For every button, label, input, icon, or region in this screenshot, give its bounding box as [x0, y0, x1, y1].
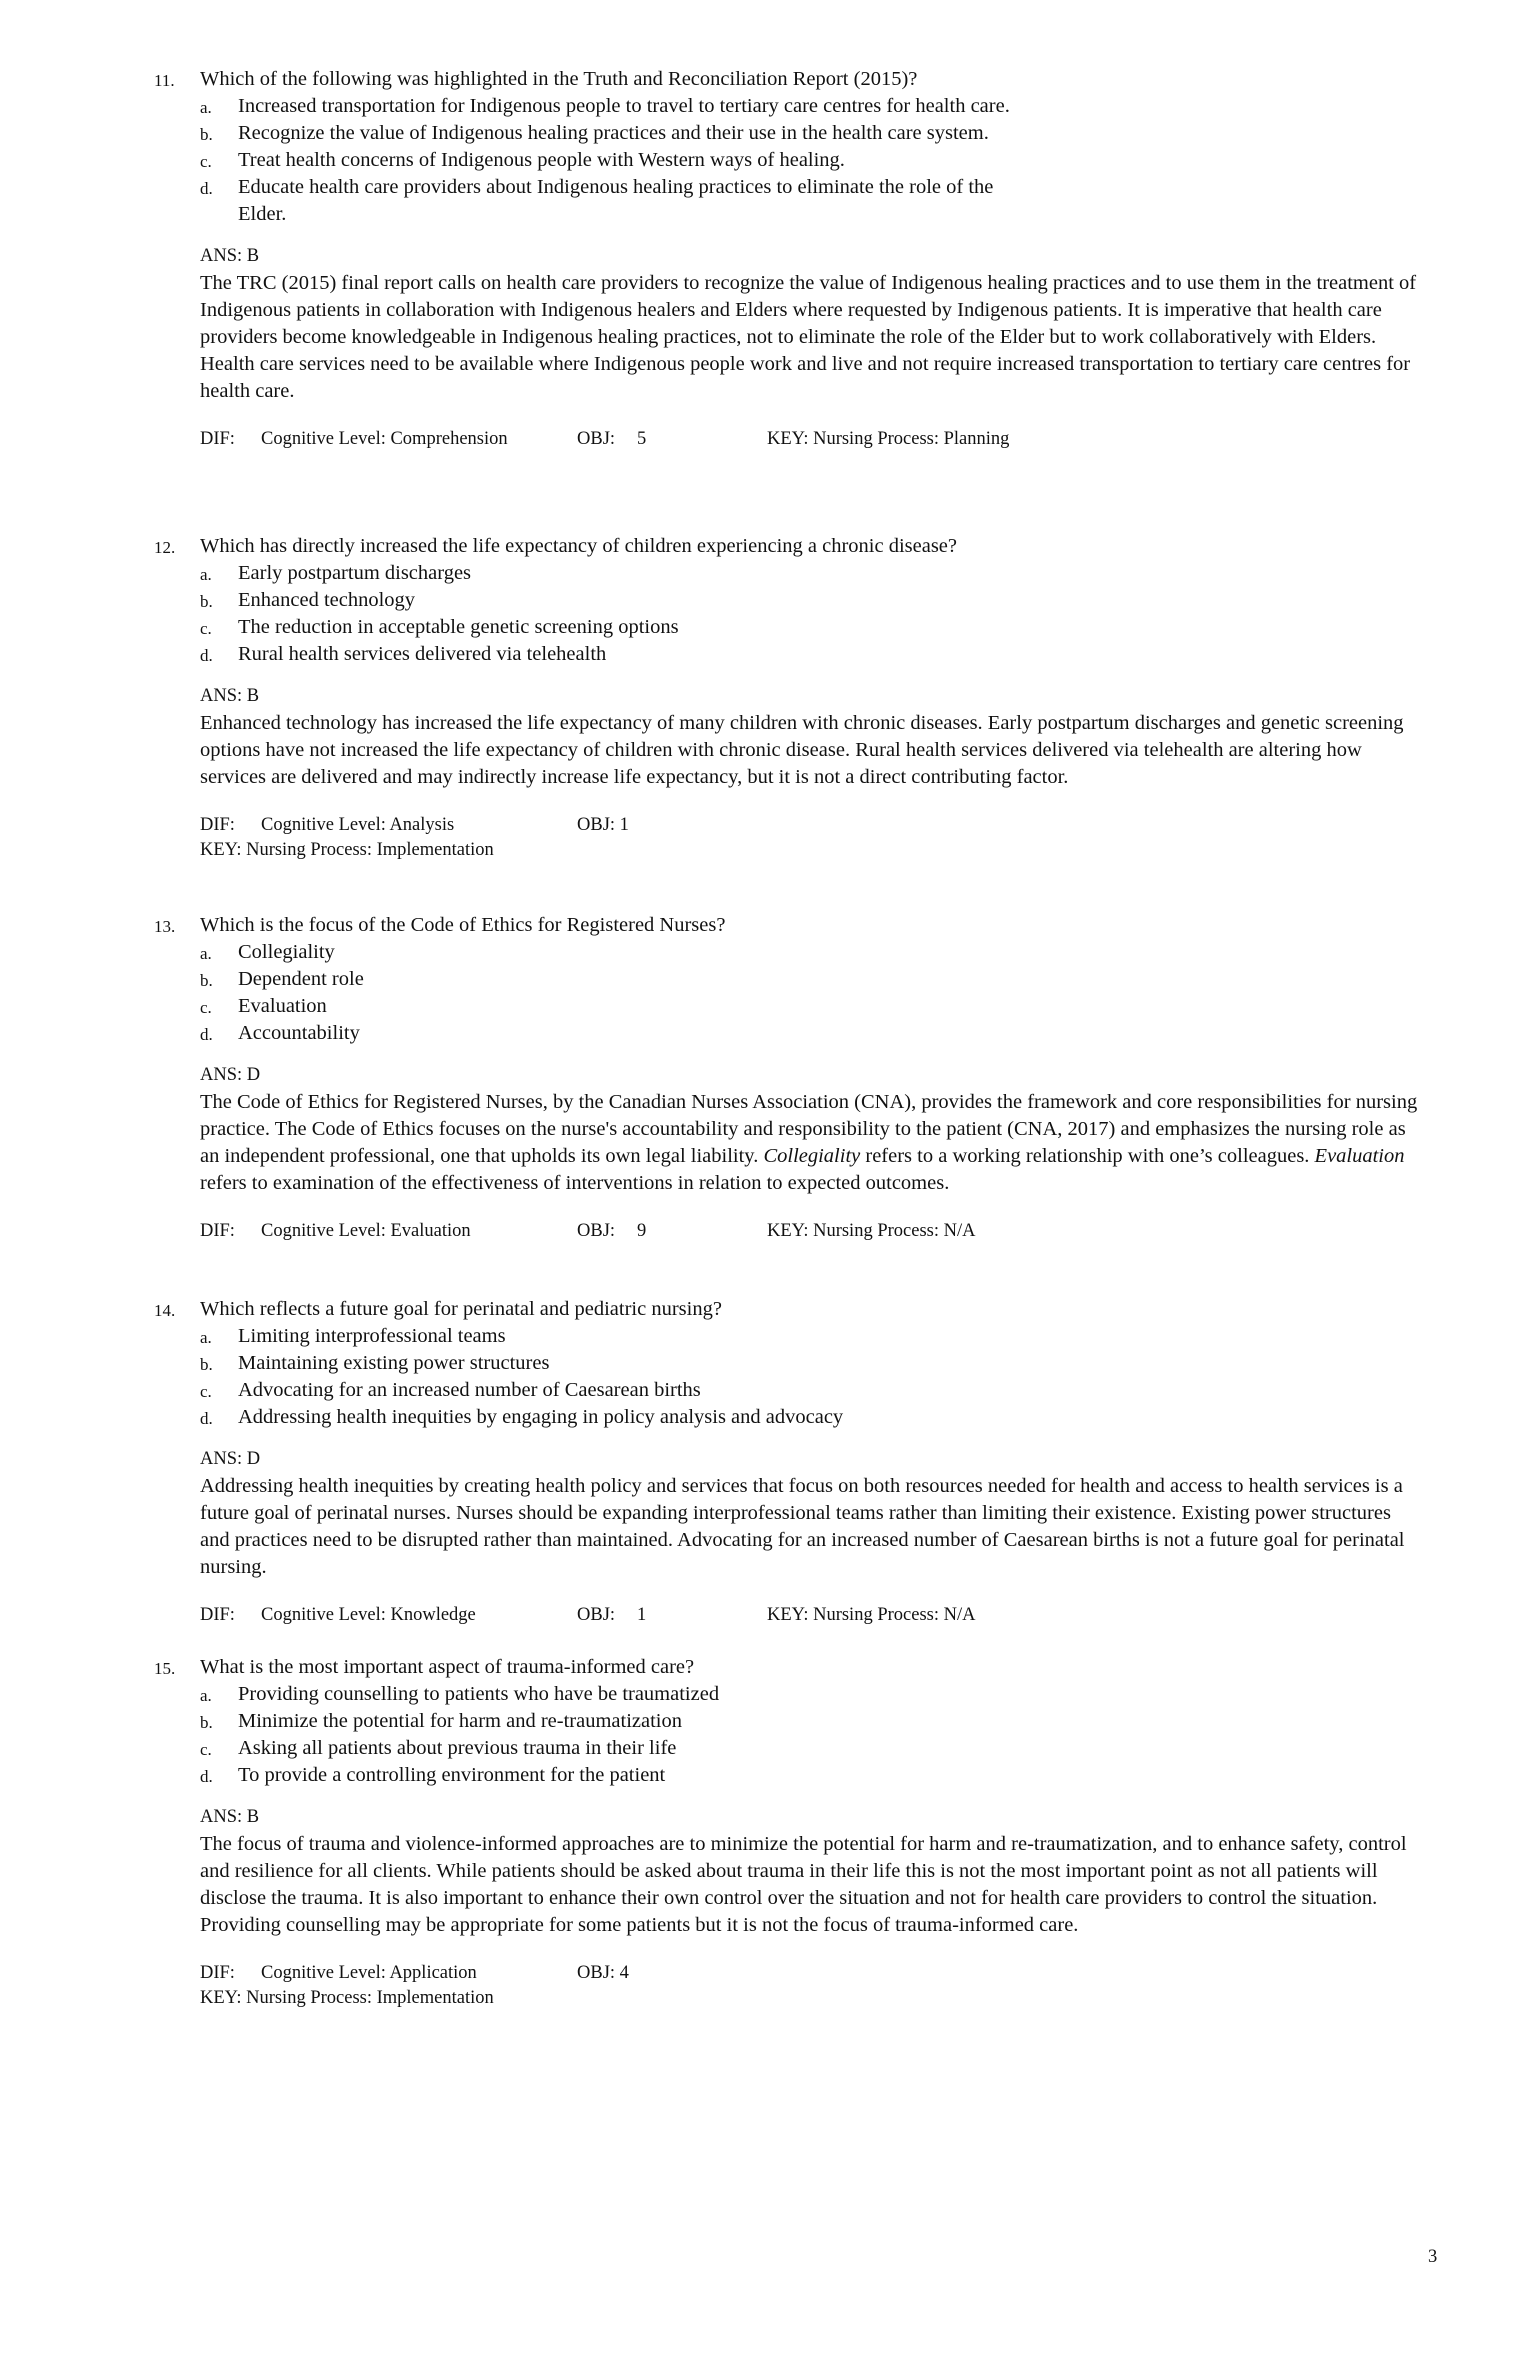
choice-a	[200, 1681, 1028, 1708]
choice-b	[200, 966, 1028, 993]
rationale: The TRC (2015) final report calls on health care providers to recognize the value of Indigenous healing practices and to use them in the treatment of Indigenous patients in collaboration with Indigenous healers and Elders where requested by Indigenous patients. It is imperative that health care providers become knowledgeable in Indigenous healing practices, not to eliminate the role of the Elder but to work collaboratively with Elders. Health care services need to be available where Indigenous people work and live and not require increased transportation to tertiary care centres for health care.	[200, 272, 1417, 402]
choice-letter: c.	[200, 1740, 212, 1759]
answer-block	[150, 1446, 1440, 1581]
choice-text: Accountability	[238, 1022, 360, 1044]
obj-label: OBJ:	[577, 429, 616, 449]
choice-a	[200, 939, 1028, 966]
rationale-text: The Code of Ethics for Registered Nurses, by the Canadian Nurses Association (CNA), provides the framework and core responsibilities for nursing practice. The Code of Ethics focuses on the nurse's accountability and responsibility to the patient (CNA, 2017) and emphasizes the nursing role as an independent professional, one that upholds its own legal liability.	[200, 1091, 1418, 1167]
question-number: 12.	[154, 538, 176, 557]
cognitive-level: Cognitive Level: Application	[261, 1963, 477, 1983]
rationale	[200, 1089, 1425, 1197]
dif-label: DIF:	[200, 1221, 235, 1241]
answer-choices	[150, 93, 1440, 228]
choice-letter: d.	[200, 1025, 213, 1044]
answer-choices	[150, 1323, 1440, 1431]
answer-block	[150, 1062, 1440, 1197]
choice-text: Educate health care providers about Indigenous healing practices to eliminate the role of the Elder.	[238, 176, 994, 225]
objective: OBJ: 1	[577, 815, 629, 835]
rationale: The focus of trauma and violence-informed approaches are to minimize the potential for harm and re-traumatization, and to enhance safety, control and resilience for all clients. While patients should be asked about trauma in their life this is not the most important point as not all patients will disclose the trauma. It is also important to enhance their own control over the situation and not for health care providers to control the situation. Providing counselling may be appropriate for some patients but it is not the focus of trauma-informed care.	[200, 1833, 1407, 1936]
choice-a	[200, 560, 1028, 587]
rationale-text: refers to a working relationship with one’s colleagues.	[860, 1145, 1315, 1167]
question-15	[150, 1654, 1440, 2011]
choice-d	[200, 1404, 1440, 1431]
choice-text: Dependent role	[238, 968, 364, 990]
choice-b	[200, 120, 1028, 147]
dif-label: DIF:	[200, 1605, 235, 1625]
question-stem	[150, 66, 1440, 93]
obj-label: OBJ:	[577, 1221, 616, 1241]
choice-letter: c.	[200, 619, 212, 638]
answer-key: ANS: D	[200, 1449, 261, 1469]
choice-c	[200, 1377, 1028, 1404]
choice-letter: b.	[200, 1355, 213, 1374]
question-11	[150, 66, 1440, 452]
rationale-term-evaluation: Evaluation	[1314, 1145, 1405, 1167]
question-metadata	[150, 1603, 1440, 1628]
question-number: 11.	[154, 71, 175, 90]
choice-b	[200, 1708, 1028, 1735]
nursing-process: KEY: Nursing Process: N/A	[767, 1221, 976, 1241]
choice-letter: a.	[200, 1328, 212, 1347]
answer-block	[150, 683, 1440, 791]
choice-text: Minimize the potential for harm and re-traumatization	[238, 1710, 683, 1732]
choice-text: Providing counselling to patients who have be traumatized	[238, 1683, 720, 1705]
choice-text: Early postpartum discharges	[238, 562, 472, 584]
question-text: Which reflects a future goal for perinatal and pediatric nursing?	[200, 1298, 722, 1320]
choice-letter: b.	[200, 1713, 213, 1732]
choice-letter: c.	[200, 152, 212, 171]
answer-choices	[150, 560, 1440, 668]
choice-letter: c.	[200, 998, 212, 1017]
objective-number: 1	[637, 1605, 647, 1625]
rationale: Enhanced technology has increased the life expectancy of many children with chronic diseases. Early postpartum discharges and genetic screening options have not increased the life expectancy of children with chronic disease. Rural health services delivered via telehealth are altering how services are delivered and may indirectly increase life expectancy, but it is not a direct contributing factor.	[200, 712, 1404, 788]
choice-text: The reduction in acceptable genetic screening options	[238, 616, 679, 638]
question-text: Which is the focus of the Code of Ethics for Registered Nurses?	[200, 914, 726, 936]
choice-text: Advocating for an increased number of Caesarean births	[238, 1379, 701, 1401]
cognitive-level: Cognitive Level: Evaluation	[261, 1221, 471, 1241]
question-text: Which of the following was highlighted in the Truth and Reconciliation Report (2015)?	[200, 68, 918, 90]
choice-text: To provide a controlling environment for the patient	[238, 1764, 666, 1786]
choice-text: Addressing health inequities by engaging in policy analysis and advocacy	[238, 1406, 844, 1428]
choice-c	[200, 993, 1028, 1020]
nursing-process: KEY: Nursing Process: Implementation	[200, 840, 494, 860]
choice-letter: d.	[200, 1767, 213, 1786]
question-number: 14.	[154, 1301, 176, 1320]
choice-c	[200, 147, 1028, 174]
choice-d	[200, 1020, 1028, 1047]
nursing-process: KEY: Nursing Process: Implementation	[200, 1988, 494, 2008]
choice-letter: c.	[200, 1382, 212, 1401]
question-stem	[150, 1654, 1440, 1681]
choice-letter: b.	[200, 125, 213, 144]
choice-text: Limiting interprofessional teams	[238, 1325, 506, 1347]
choice-letter: a.	[200, 98, 212, 117]
question-metadata	[150, 1961, 1440, 2011]
question-12	[150, 533, 1440, 863]
question-metadata	[150, 813, 1440, 863]
question-text: Which has directly increased the life expectancy of children experiencing a chronic disease?	[200, 535, 957, 557]
rationale: Addressing health inequities by creating health policy and services that focus on both resources needed for health and access to health services is a future goal of perinatal nurses. Nurses should be expanding interprofessional teams rather than limiting their existence. Existing power structures and practices need to be disrupted rather than maintained. Advocating for an increased number of Caesarean births is not a future goal for perinatal nursing.	[200, 1475, 1405, 1578]
choice-text: Collegiality	[238, 941, 335, 963]
rationale-term-collegiality: Collegiality	[763, 1145, 861, 1167]
choice-text: Maintaining existing power structures	[238, 1352, 550, 1374]
dif-label: DIF:	[200, 1963, 235, 1983]
choice-a	[200, 1323, 1028, 1350]
nursing-process: KEY: Nursing Process: N/A	[767, 1605, 976, 1625]
page-number: 3	[1428, 2247, 1438, 2267]
choice-letter: b.	[200, 592, 213, 611]
answer-key: ANS: B	[200, 686, 260, 706]
choice-d	[200, 641, 1028, 668]
question-number: 15.	[154, 1659, 176, 1678]
cognitive-level: Cognitive Level: Analysis	[261, 815, 455, 835]
objective-number: 9	[637, 1221, 647, 1241]
choice-letter: b.	[200, 971, 213, 990]
choice-d	[200, 1762, 1028, 1789]
choice-letter: d.	[200, 646, 213, 665]
question-metadata	[150, 427, 1440, 452]
nursing-process: KEY: Nursing Process: Planning	[767, 429, 1010, 449]
cognitive-level: Cognitive Level: Knowledge	[261, 1605, 476, 1625]
objective-number: 5	[637, 429, 647, 449]
choice-text: Recognize the value of Indigenous healing practices and their use in the health care system.	[238, 122, 989, 144]
rationale-text: refers to examination of the effectiveness of interventions in relation to expected outcomes.	[200, 1172, 950, 1194]
question-14	[150, 1296, 1440, 1628]
question-number: 13.	[154, 917, 176, 936]
question-text: What is the most important aspect of trauma-informed care?	[200, 1656, 695, 1678]
choice-b	[200, 587, 1028, 614]
answer-block	[150, 243, 1440, 405]
choice-text: Increased transportation for Indigenous people to travel to tertiary care centres for health care.	[238, 95, 1010, 117]
answer-key: ANS: D	[200, 1065, 261, 1085]
choice-c	[200, 614, 1028, 641]
objective: OBJ: 4	[577, 1963, 629, 1983]
answer-block	[150, 1804, 1440, 1939]
choice-a	[200, 93, 1028, 120]
cognitive-level: Cognitive Level: Comprehension	[261, 429, 508, 449]
choice-text: Asking all patients about previous trauma in their life	[238, 1737, 677, 1759]
choice-letter: a.	[200, 565, 212, 584]
answer-choices	[150, 939, 1440, 1047]
answer-choices	[150, 1681, 1440, 1789]
choice-text: Enhanced technology	[238, 589, 416, 611]
choice-b	[200, 1350, 1028, 1377]
choice-d	[200, 174, 1008, 228]
choice-c	[200, 1735, 1028, 1762]
answer-key: ANS: B	[200, 246, 260, 266]
choice-letter: d.	[200, 179, 213, 198]
dif-label: DIF:	[200, 815, 235, 835]
question-13	[150, 912, 1440, 1244]
question-stem	[150, 912, 1440, 939]
choice-letter: a.	[200, 1686, 212, 1705]
question-stem	[150, 533, 1440, 560]
question-stem	[150, 1296, 1440, 1323]
choice-letter: d.	[200, 1409, 213, 1428]
question-metadata	[150, 1219, 1440, 1244]
obj-label: OBJ:	[577, 1605, 616, 1625]
choice-text: Treat health concerns of Indigenous people with Western ways of healing.	[238, 149, 845, 171]
choice-text: Rural health services delivered via telehealth	[238, 643, 607, 665]
answer-key: ANS: B	[200, 1807, 260, 1827]
choice-letter: a.	[200, 944, 212, 963]
choice-text: Evaluation	[238, 995, 327, 1017]
dif-label: DIF:	[200, 429, 235, 449]
